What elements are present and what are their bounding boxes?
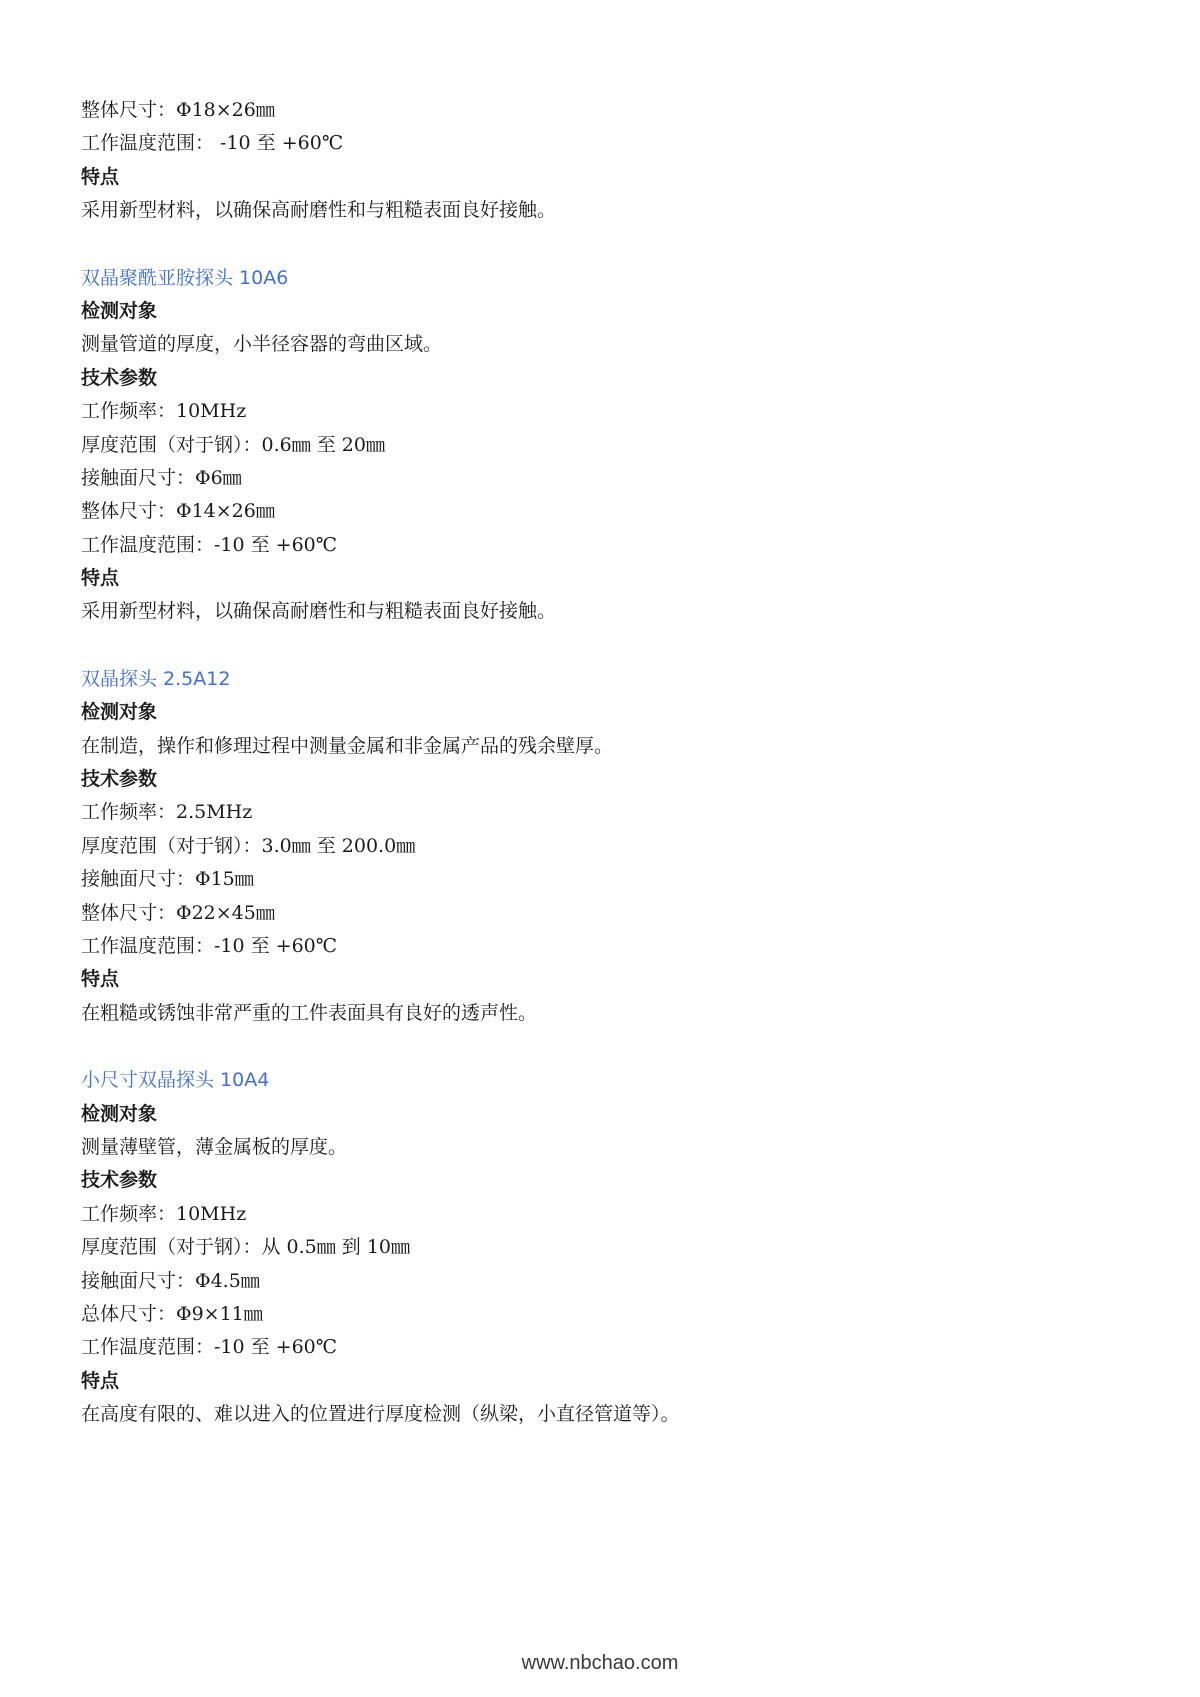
footer-site-url[interactable]: www.nbchao.com <box>521 1652 679 1674</box>
features-heading: 特点 <box>81 165 120 188</box>
features-text: 采用新型材料，以确保高耐磨性和与粗糙表面良好接触。 <box>81 199 557 222</box>
object-text: 测量管道的厚度，小半径容器的弯曲区域。 <box>81 333 443 356</box>
product-title[interactable]: 双晶探头 2.5A12 <box>81 667 231 690</box>
features-heading: 特点 <box>81 1369 120 1392</box>
features-heading: 特点 <box>81 567 120 590</box>
param-line: 总体尺寸：Φ9×11㎜ <box>81 1302 263 1325</box>
features-text: 采用新型材料，以确保高耐磨性和与粗糙表面良好接触。 <box>81 600 557 623</box>
param-line: 厚度范围（对于钢）：从 0.5㎜ 到 10㎜ <box>81 1236 411 1259</box>
param-line: 接触面尺寸：Φ6㎜ <box>81 466 242 489</box>
product-title[interactable]: 小尺寸双晶探头 10A4 <box>81 1069 270 1092</box>
object-text: 测量薄壁管，薄金属板的厚度。 <box>81 1135 348 1158</box>
param-line: 厚度范围（对于钢）：0.6㎜ 至 20㎜ <box>81 433 385 456</box>
param-line: 整体尺寸：Φ22×45㎜ <box>81 901 275 924</box>
param-line: 工作频率：10MHz <box>81 400 247 423</box>
features-heading: 特点 <box>81 968 120 991</box>
product-title[interactable]: 双晶聚酰亚胺探头 10A6 <box>81 266 289 289</box>
param-line: 工作频率：2.5MHz <box>81 801 253 824</box>
params-heading: 技术参数 <box>81 366 158 389</box>
params-heading: 技术参数 <box>81 1169 158 1192</box>
param-line: 整体尺寸：Φ14×26㎜ <box>81 500 275 523</box>
params-heading: 技术参数 <box>81 768 158 791</box>
object-text: 在制造，操作和修理过程中测量金属和非金属产品的残余壁厚。 <box>81 734 614 757</box>
spec-line: 工作温度范围： -10 至 +60℃ <box>81 132 344 155</box>
object-heading: 检测对象 <box>81 1102 158 1125</box>
param-line: 接触面尺寸：Φ15㎜ <box>81 868 254 891</box>
object-heading: 检测对象 <box>81 299 158 322</box>
param-line: 厚度范围（对于钢）：3.0㎜ 至 200.0㎜ <box>81 834 416 857</box>
param-line: 工作温度范围：-10 至 +60℃ <box>81 1336 338 1359</box>
product-section <box>81 262 1121 629</box>
param-line: 工作温度范围：-10 至 +60℃ <box>81 533 338 556</box>
object-heading: 检测对象 <box>81 701 158 724</box>
features-text: 在粗糙或锈蚀非常严重的工件表面具有良好的透声性。 <box>81 1001 538 1024</box>
param-line: 工作温度范围：-10 至 +60℃ <box>81 934 338 957</box>
product-section <box>81 663 1121 1030</box>
features-text: 在高度有限的、难以进入的位置进行厚度检测（纵梁，小直径管道等）。 <box>81 1403 680 1426</box>
document-page <box>81 94 1121 1431</box>
product-section <box>81 1064 1121 1431</box>
param-line: 接触面尺寸：Φ4.5㎜ <box>81 1269 260 1292</box>
param-line: 工作频率：10MHz <box>81 1202 247 1225</box>
spec-line: 整体尺寸：Φ18×26㎜ <box>81 99 275 121</box>
